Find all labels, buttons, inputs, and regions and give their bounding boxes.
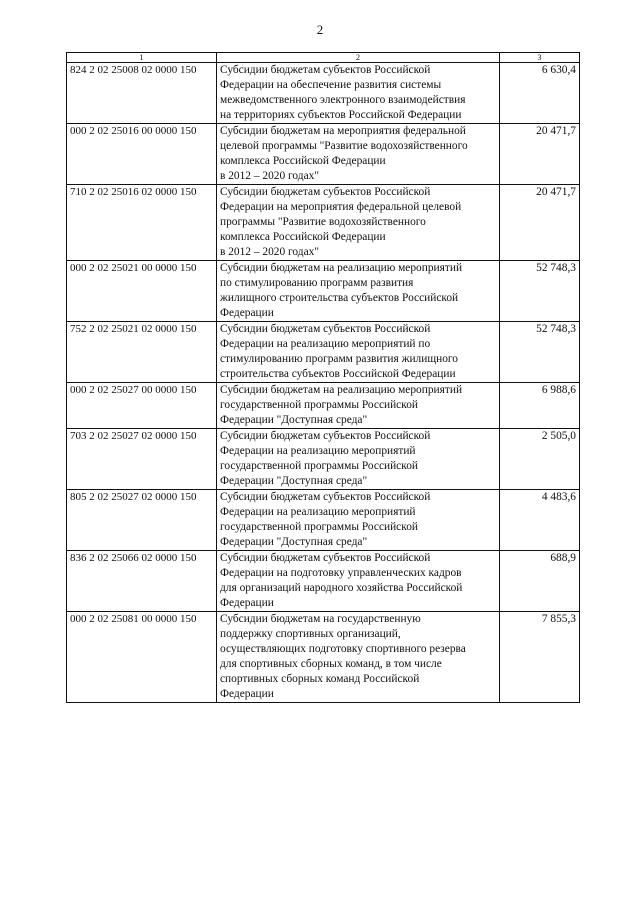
amount: 6 630,4 [500,63,580,124]
description [217,383,500,429]
budget-code: 752 2 02 25021 02 0000 150 [67,322,217,383]
description-line: Федерации "Доступная среда" [220,536,368,548]
description-line: для спортивных сборных команд, в том числе [220,658,442,670]
description-line: Федерации на обеспечение развития системы [220,79,442,91]
amount: 7 855,3 [500,612,580,703]
description-line: в 2012 – 2020 годах" [220,246,319,258]
description-line: государственной программы Российской [220,521,418,533]
description-line: на территориях субъектов Российской Федерации [220,109,462,121]
budget-code: 805 2 02 25027 02 0000 150 [67,490,217,551]
column-header-value: 3 [500,53,580,63]
description-line: государственной программы Российской [220,460,418,472]
description-line: Федерации на реализацию мероприятий [220,445,416,457]
description [217,261,500,322]
description [217,490,500,551]
description-line: Федерации на реализацию мероприятий [220,506,416,518]
budget-code: 703 2 02 25027 02 0000 150 [67,429,217,490]
budget-table [66,52,580,703]
description-line: Федерации на мероприятия федеральной целевой [220,201,462,213]
budget-code: 000 2 02 25081 00 0000 150 [67,612,217,703]
description-line: по стимулированию программ развития [220,277,414,289]
description-line: целевой программы "Развитие водохозяйственного [220,140,468,152]
description-line: в 2012 – 2020 годах" [220,170,319,182]
description [217,322,500,383]
budget-code: 000 2 02 25027 00 0000 150 [67,383,217,429]
budget-code: 824 2 02 25008 02 0000 150 [67,63,217,124]
description-line: Субсидии бюджетам субъектов Российской [220,491,431,503]
amount: 52 748,3 [500,261,580,322]
description-line: Субсидии бюджетам на реализацию мероприятий [220,384,463,396]
table-row [67,383,580,429]
amount: 20 471,7 [500,124,580,185]
description-line: строительства субъектов Российской Федерации [220,368,456,380]
table-row [67,185,580,261]
budget-code: 000 2 02 25021 00 0000 150 [67,261,217,322]
description-line: Субсидии бюджетам на реализацию мероприятий [220,262,463,274]
description-line: Субсидии бюджетам субъектов Российской [220,64,431,76]
description-line: комплекса Российской Федерации [220,231,386,243]
page-number: 2 [316,22,324,37]
amount: 4 483,6 [500,490,580,551]
table-row [67,322,580,383]
description-line: Субсидии бюджетам субъектов Российской [220,552,431,564]
description-line: для организаций народного хозяйства Российской [220,582,463,594]
description-line: Федерации "Доступная среда" [220,475,368,487]
description-line: Субсидии бюджетам субъектов Российской [220,186,431,198]
amount: 688,9 [500,551,580,612]
description-line: межведомственного электронного взаимодействия [220,94,466,106]
description-line: Федерации на реализацию мероприятий по [220,338,431,350]
description-line: Субсидии бюджетам субъектов Российской [220,430,431,442]
description [217,612,500,703]
description-line: спортивных сборных команд Российской [220,673,420,685]
table-row [67,490,580,551]
description-line: комплекса Российской Федерации [220,155,386,167]
description-line: Федерации на подготовку управленческих кадров [220,567,462,579]
description [217,185,500,261]
description-line: программы "Развитие водохозяйственного [220,216,426,228]
table-row [67,124,580,185]
amount: 6 988,6 [500,383,580,429]
description-line: Субсидии бюджетам субъектов Российской [220,323,431,335]
amount: 52 748,3 [500,322,580,383]
description-line: Федерации [220,688,274,700]
column-header-code: 1 [67,53,217,63]
description-line: осуществляющих подготовку спортивного резерва [220,643,466,655]
table-row [67,551,580,612]
description-line: Федерации [220,597,274,609]
description [217,551,500,612]
table-row [67,63,580,124]
amount: 20 471,7 [500,185,580,261]
budget-code: 710 2 02 25016 02 0000 150 [67,185,217,261]
description-line: Федерации [220,307,274,319]
table-row [67,429,580,490]
description-line: Федерации "Доступная среда" [220,414,368,426]
table-row [67,261,580,322]
description [217,63,500,124]
table-row [67,612,580,703]
budget-code: 836 2 02 25066 02 0000 150 [67,551,217,612]
description-line: государственной программы Российской [220,399,418,411]
description-line: Субсидии бюджетам на государственную [220,613,421,625]
amount: 2 505,0 [500,429,580,490]
description-line: стимулированию программ развития жилищного [220,353,458,365]
budget-code: 000 2 02 25016 00 0000 150 [67,124,217,185]
table-body [67,63,580,703]
description [217,124,500,185]
description [217,429,500,490]
description-line: поддержку спортивных организаций, [220,628,401,640]
description-line: жилищного строительства субъектов Российской [220,292,459,304]
table-header-row [67,53,580,63]
column-header-description: 2 [217,53,500,63]
description-line: Субсидии бюджетам на мероприятия федеральной [220,125,466,137]
